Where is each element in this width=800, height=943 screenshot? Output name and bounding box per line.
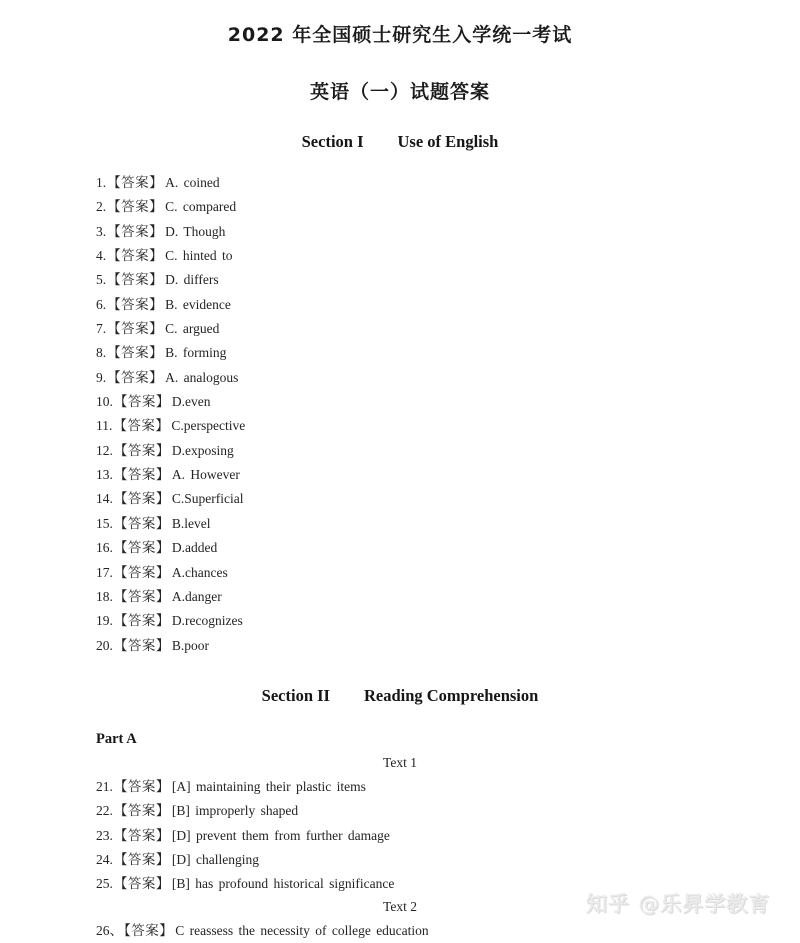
answer-item (96, 919, 800, 943)
answer-number: 1. (96, 175, 107, 190)
text1-answer-list (96, 775, 800, 897)
answer-number: 13. (96, 467, 113, 483)
answer-text: [A] maintaining their plastic items (171, 778, 366, 794)
answer-number: 3. (96, 223, 107, 239)
answer-text: A. coined (165, 175, 220, 190)
answer-text: A.danger (171, 588, 222, 604)
answer-tag: 【答案】 (107, 272, 164, 288)
answer-item (96, 536, 800, 560)
answer-tag: 【答案】 (124, 922, 174, 938)
answer-tag: 【答案】 (113, 827, 170, 843)
answer-number: 17. (96, 564, 113, 580)
answer-tag: 【答案】 (113, 803, 170, 819)
answer-item (96, 463, 800, 487)
section1-heading (0, 132, 800, 152)
answer-number: 24. (96, 851, 113, 867)
text2-label: Text 2 (383, 898, 417, 914)
answer-number: 15. (96, 515, 113, 531)
answer-tag: 【答案】 (107, 369, 164, 385)
answer-number: 9. (96, 369, 107, 385)
answer-item (96, 195, 800, 219)
answer-text: D.added (171, 540, 218, 556)
answer-tag: 【答案】 (107, 345, 164, 361)
answer-text: A. analogous (165, 369, 239, 385)
answer-text: D. differs (165, 272, 219, 288)
answer-text: B. evidence (165, 296, 231, 312)
answer-item (96, 414, 800, 438)
answer-number: 21. (96, 778, 113, 794)
answer-text: C. compared (165, 199, 237, 215)
answer-number: 2. (96, 199, 107, 215)
answer-item (96, 512, 800, 536)
section1-answer-list (96, 171, 800, 658)
answer-number: 23. (96, 827, 113, 843)
answer-tag: 【答案】 (113, 540, 170, 556)
answer-tag: 【答案】 (107, 321, 164, 337)
answer-number: 4. (96, 248, 107, 264)
answer-tag: 【答案】 (113, 394, 170, 410)
answer-item (96, 824, 800, 848)
answer-number: 11. (96, 418, 113, 434)
answer-tag: 【答案】 (113, 491, 170, 507)
answer-number: 25. (96, 876, 113, 892)
answer-tag: 【答案】 (107, 175, 164, 190)
section1-heading-name: Use of English (397, 132, 499, 151)
answer-item (96, 848, 800, 872)
answer-item (96, 268, 800, 292)
answer-item (96, 317, 800, 341)
answer-number: 14. (96, 491, 113, 507)
answer-text: C. argued (165, 321, 220, 337)
answer-text: A.chances (171, 564, 228, 580)
answer-number: 26、 (96, 922, 123, 938)
answer-tag: 【答案】 (113, 418, 170, 434)
answer-number: 18. (96, 588, 113, 604)
answer-text: [D] challenging (171, 851, 259, 867)
answer-text: B.level (171, 515, 211, 531)
answer-text: C.Superficial (171, 491, 244, 507)
answer-item (96, 487, 800, 511)
document-title: 2022 年全国硕士研究生入学统一考试 (227, 24, 573, 46)
answer-item (96, 609, 800, 633)
document-subtitle: 英语（一）试题答案 (309, 81, 490, 103)
answer-item (96, 366, 800, 390)
answer-tag: 【答案】 (107, 223, 164, 239)
text1-label: Text 1 (383, 754, 417, 770)
answer-item (96, 799, 800, 823)
answer-text: [B] has profound historical significance (171, 876, 395, 892)
answer-tag: 【答案】 (113, 564, 170, 580)
answer-tag: 【答案】 (113, 588, 170, 604)
answer-item (96, 585, 800, 609)
answer-text: A. However (171, 467, 240, 483)
answer-item (96, 634, 800, 658)
section1-heading-number: Section I (301, 132, 364, 151)
answer-number: 20. (96, 637, 113, 653)
answer-number: 16. (96, 540, 113, 556)
answer-text: D. Though (165, 223, 226, 239)
answer-item (96, 872, 800, 896)
answer-tag: 【答案】 (113, 778, 170, 794)
answer-text: [D] prevent them from further damage (171, 827, 390, 843)
answer-text: D.recognizes (171, 613, 243, 629)
answer-number: 10. (96, 394, 113, 410)
zhihu-watermark: 知乎 @乐昇学教育 (586, 892, 771, 916)
answer-text: C reassess the necessity of college education (175, 922, 429, 938)
answer-tag: 【答案】 (113, 515, 170, 531)
answer-text: C. hinted to (165, 248, 233, 264)
section2-heading-name: Reading Comprehension (363, 685, 539, 705)
answer-text: B. forming (165, 345, 227, 361)
answer-item (96, 244, 800, 268)
answer-text: [B] improperly shaped (171, 803, 299, 819)
answer-tag: 【答案】 (113, 637, 170, 653)
answer-tag: 【答案】 (107, 248, 164, 264)
answer-number: 8. (96, 345, 107, 361)
answer-number: 12. (96, 442, 113, 458)
answer-number: 22. (96, 803, 113, 819)
answer-number: 6. (96, 296, 107, 312)
answer-text: B.poor (171, 637, 209, 653)
answer-item (96, 561, 800, 585)
answer-tag: 【答案】 (107, 199, 164, 215)
answer-item (96, 775, 800, 799)
answer-tag: 【答案】 (113, 876, 170, 892)
answer-number: 5. (96, 272, 107, 288)
answer-tag: 【答案】 (113, 613, 170, 629)
answer-tag: 【答案】 (107, 296, 164, 312)
part-a-label: Part A (96, 730, 137, 747)
answer-item (96, 171, 800, 195)
text2-answer-list (96, 919, 800, 943)
answer-tag: 【答案】 (113, 442, 170, 458)
answer-text: C.perspective (171, 418, 246, 434)
answer-item (96, 293, 800, 317)
answer-text: D.even (171, 394, 211, 410)
answer-tag: 【答案】 (113, 467, 170, 483)
answer-item (96, 220, 800, 244)
section2-heading (0, 686, 800, 706)
answer-number: 19. (96, 613, 113, 629)
answer-item (96, 390, 800, 414)
answer-number: 7. (96, 321, 107, 337)
answer-item (96, 439, 800, 463)
answer-item (96, 341, 800, 365)
answer-tag: 【答案】 (113, 851, 170, 867)
answer-text: D.exposing (171, 442, 234, 458)
section2-heading-number: Section II (261, 685, 330, 705)
